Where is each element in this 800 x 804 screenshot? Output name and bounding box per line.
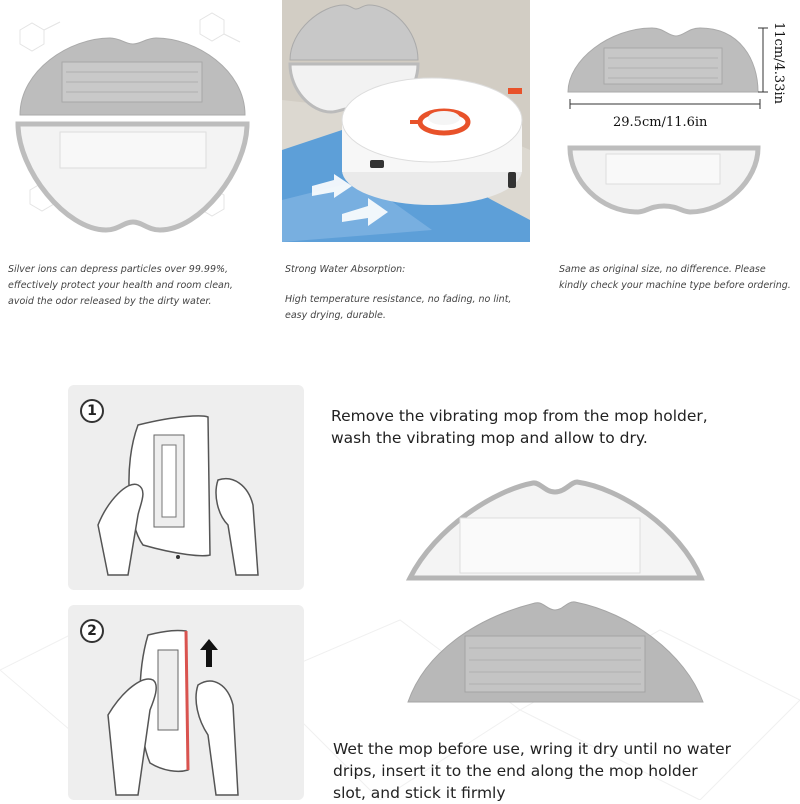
width-dimension-label: 29.5cm/11.6in	[613, 115, 708, 130]
height-dimension-label: 11cm/4.33in	[771, 22, 786, 105]
step-1-panel	[68, 385, 304, 590]
step-1-instruction	[331, 405, 791, 449]
caption-line: kindly check your machine type before ordering.	[559, 280, 791, 291]
up-arrow-icon	[200, 639, 218, 667]
step-2-instruction	[333, 738, 793, 804]
caption-water-absorption	[285, 262, 545, 324]
instruction-line: wash the vibrating mop and allow to dry.	[331, 429, 648, 447]
step-1-circle: 1	[80, 399, 104, 423]
caption-line: effectively protect your health and room clean,	[8, 280, 233, 291]
caption-silver-ions	[8, 262, 270, 310]
silver-ion-mop-image	[0, 0, 265, 240]
caption-line: Same as original size, no difference. Please	[559, 264, 766, 275]
remove-mop-illustration	[68, 385, 304, 590]
caption-line: avoid the odor released by the dirty water.	[8, 296, 212, 307]
step-2-panel	[68, 605, 304, 800]
caption-spacer	[285, 278, 545, 292]
caption-same-size	[559, 262, 799, 294]
step-2-circle: 2	[80, 619, 104, 643]
instruction-line: Wet the mop before use, wring it dry until no water	[333, 740, 731, 758]
instruction-line: drips, insert it to the end along the mop holder	[333, 762, 698, 780]
mop-pads-large	[405, 478, 707, 710]
caption-line: easy drying, durable.	[285, 310, 386, 321]
caption-line: High temperature resistance, no fading, no lint,	[285, 294, 512, 305]
instruction-line: Remove the vibrating mop from the mop holder,	[331, 407, 708, 425]
instruction-line: slot, and stick it firmly	[333, 784, 506, 802]
caption-line: Strong Water Absorption:	[285, 264, 406, 275]
robot-vacuum-image	[282, 0, 530, 242]
caption-line: Silver ions can depress particles over 99.99%,	[8, 264, 229, 275]
